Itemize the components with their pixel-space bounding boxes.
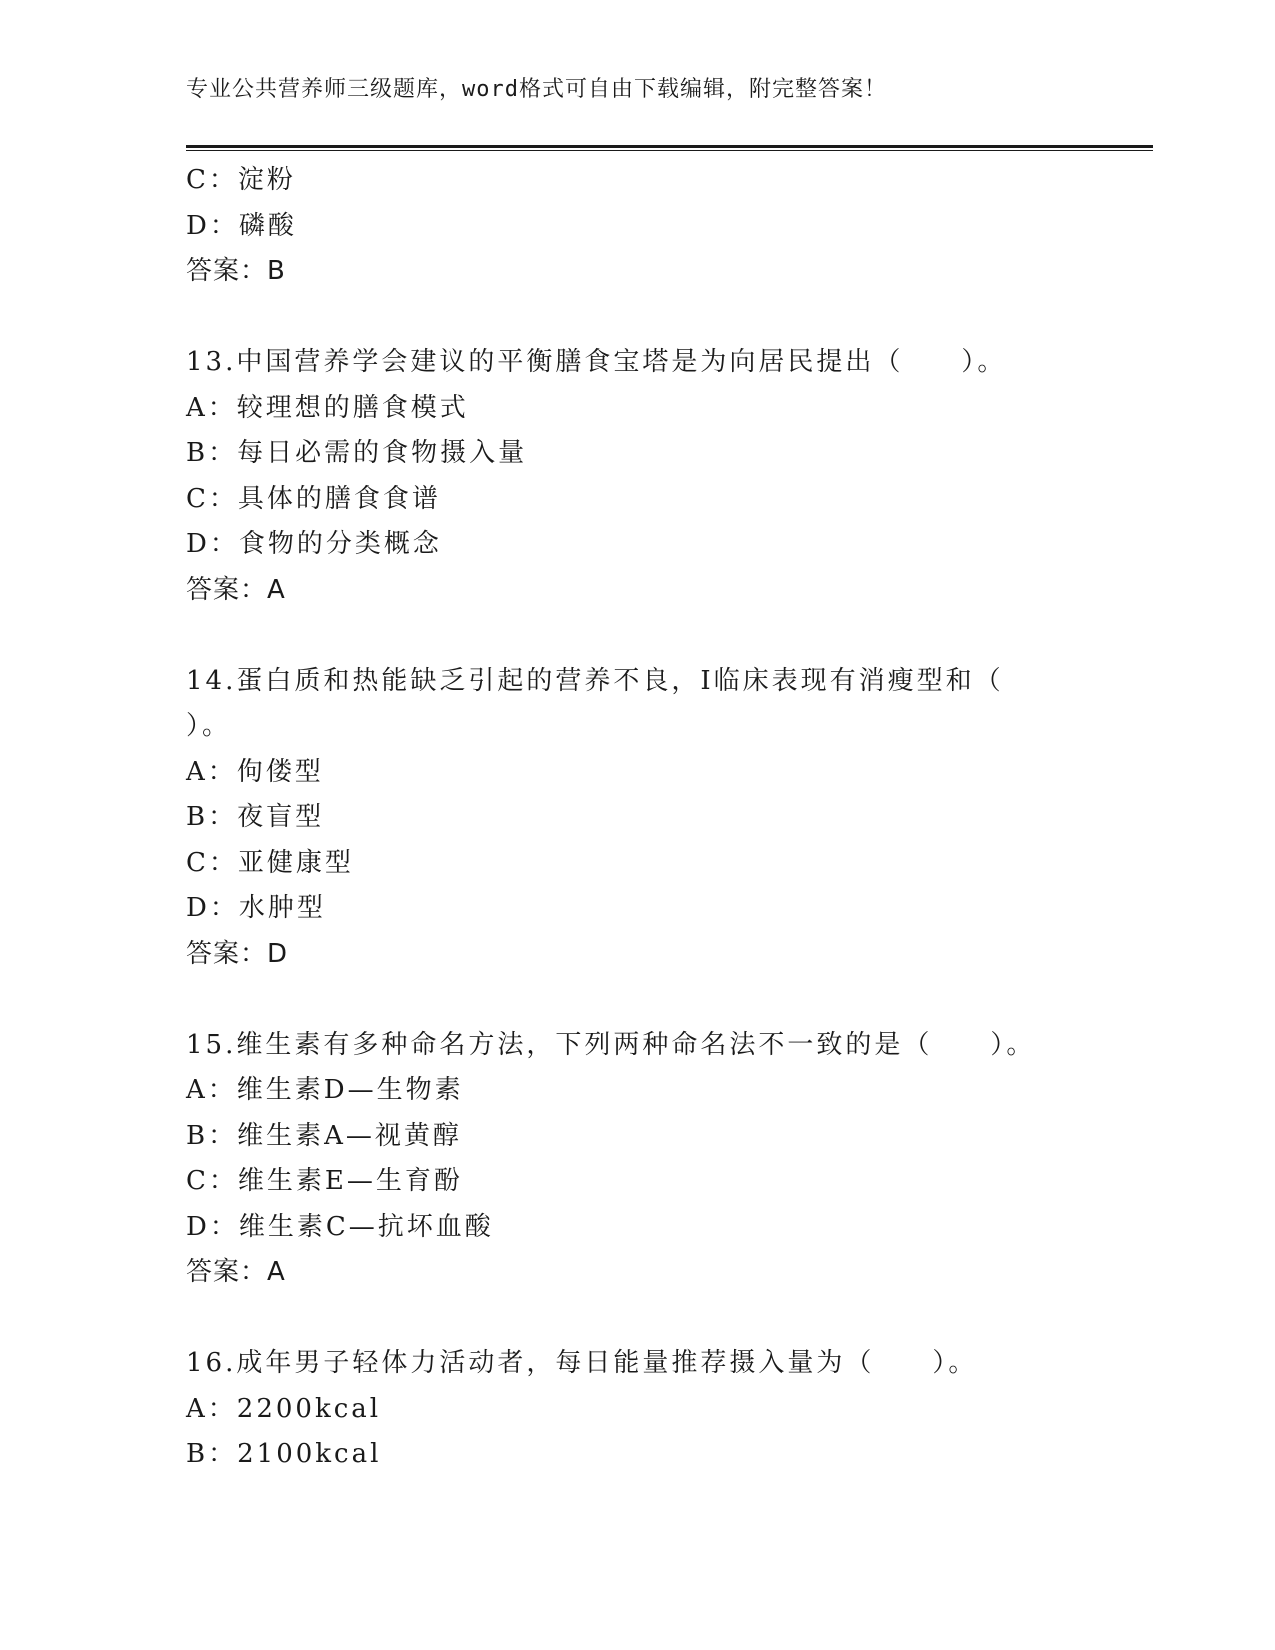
option-d: D：食物的分类概念 (186, 529, 442, 559)
option-b: B：2100kcal (186, 1439, 382, 1469)
question-stem: 16.成年男子轻体力活动者，每日能量推荐摄入量为（ ）。 (186, 1348, 978, 1378)
option-d: D：磷酸 (186, 210, 297, 241)
answer: 答案：B (186, 256, 286, 286)
question-stem: 13.中国营养学会建议的平衡膳食宝塔是为向居民提出（ ）。 (186, 347, 1007, 377)
option-a: A：维生素D—生物素 (186, 1075, 464, 1105)
question-stem: 14.蛋白质和热能缺乏引起的营养不良，I临床表现有消瘦型和（ (186, 665, 1004, 696)
option-b: B：夜盲型 (186, 802, 325, 832)
option-b: B：维生素A—视黄醇 (186, 1120, 462, 1151)
page-header: 专业公共营养师三级题库，word格式可自由下载编辑，附完整答案！ (186, 77, 887, 102)
document-body (186, 158, 1086, 1478)
answer: 答案：A (186, 574, 286, 605)
option-c: C：淀粉 (186, 165, 296, 195)
option-c: C：维生素E—生育酚 (186, 1166, 463, 1196)
option-a: A：较理想的膳食模式 (186, 392, 469, 423)
header-rule-thin (186, 150, 1153, 151)
header-rule-thick (186, 145, 1153, 148)
question-stem: 15.维生素有多种命名方法，下列两种命名法不一致的是（ ）。 (186, 1029, 1036, 1060)
option-d: D：维生素C—抗坏血酸 (186, 1211, 494, 1242)
option-c: C：亚健康型 (186, 847, 354, 878)
option-b: B：每日必需的食物摄入量 (186, 438, 528, 468)
question-stem-continued: ）。 (186, 711, 232, 741)
option-a: A：2200kcal (186, 1393, 382, 1424)
option-c: C：具体的膳食食谱 (186, 483, 441, 514)
option-a: A：佝偻型 (186, 756, 324, 787)
option-d: D：水肿型 (186, 893, 326, 923)
answer: 答案：A (186, 1257, 286, 1287)
answer: 答案：D (186, 938, 289, 969)
